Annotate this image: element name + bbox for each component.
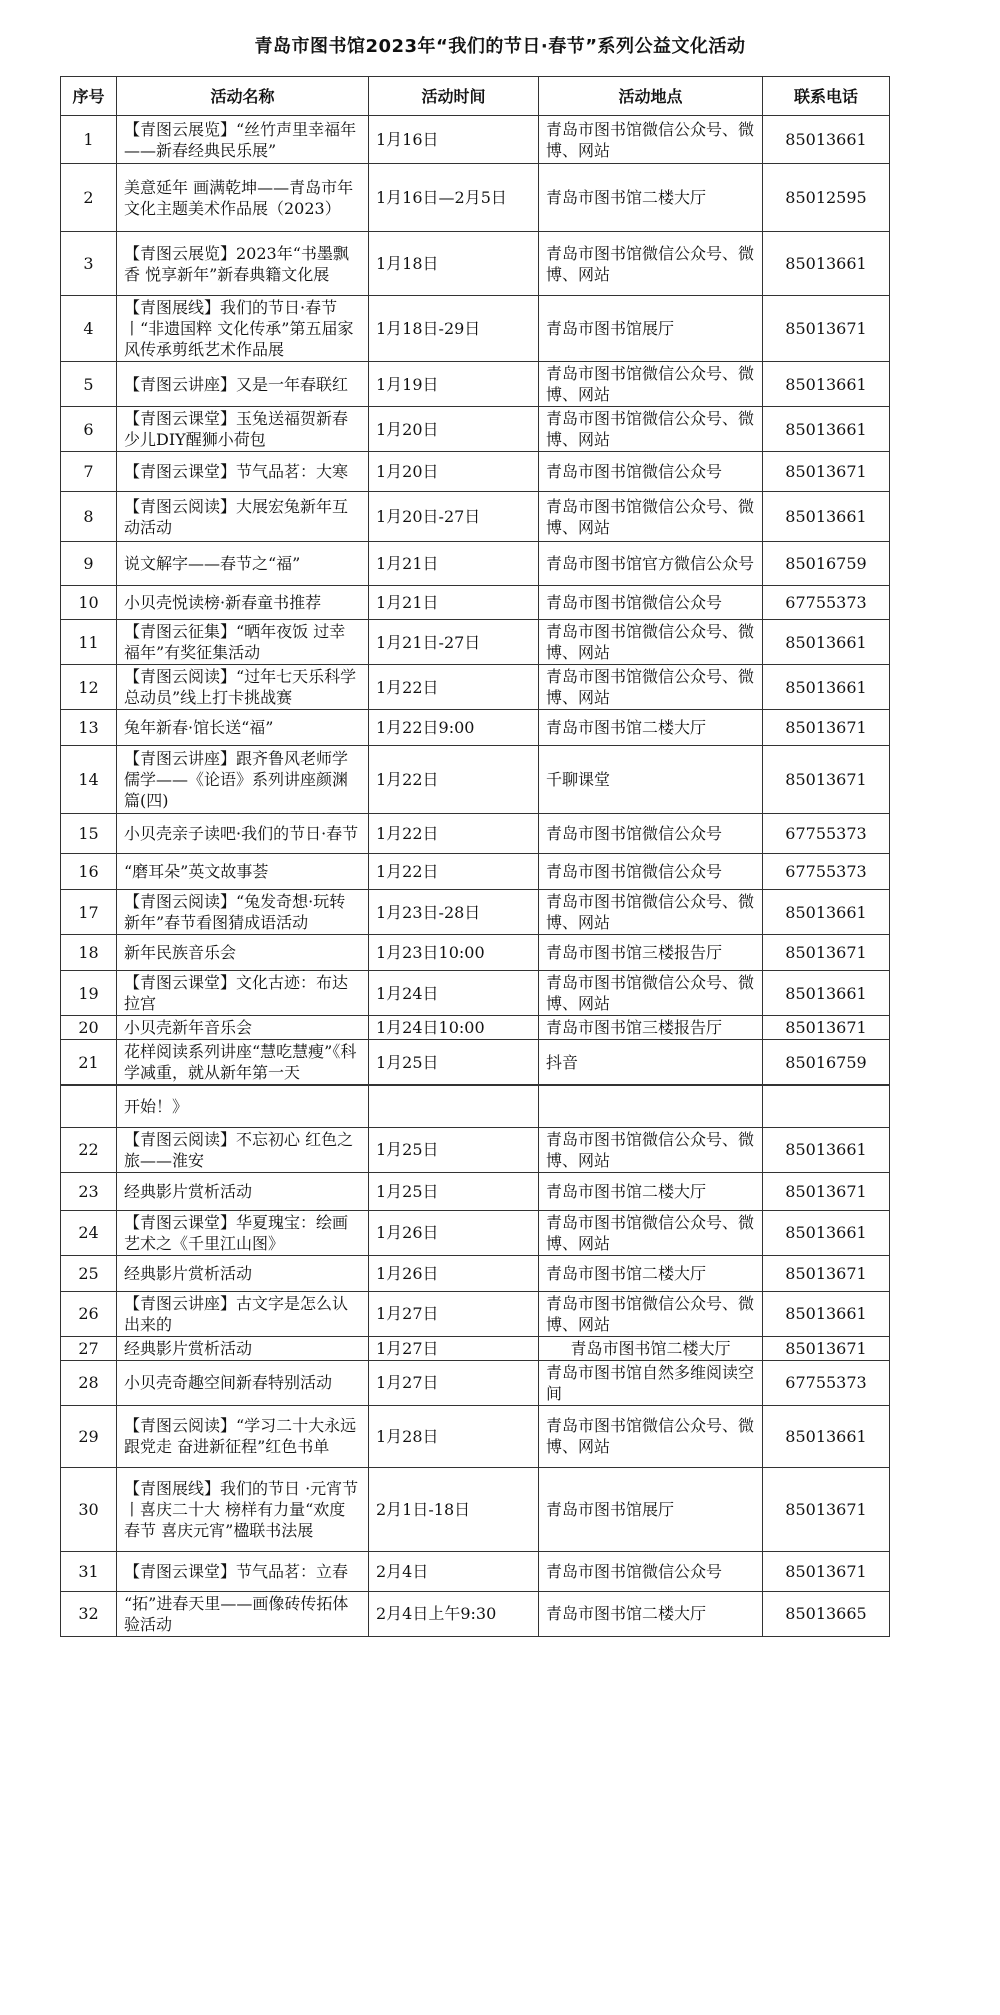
cell-phone: 85013661: [763, 407, 890, 452]
cell-time: 1月26日: [369, 1255, 539, 1291]
table-row: [61, 746, 890, 814]
cell-location: 青岛市图书馆微信公众号、微博、网站: [539, 1291, 763, 1336]
table-row: [61, 1040, 890, 1086]
cell-no: 18: [61, 935, 117, 971]
table-row: [61, 1405, 890, 1467]
cell-phone: 85013671: [763, 1551, 890, 1591]
cell-name: 经典影片赏析活动: [117, 1172, 369, 1210]
cell-no: 7: [61, 452, 117, 492]
cell-time: 1月18日-29日: [369, 296, 539, 362]
table-row: [61, 296, 890, 362]
cell-location: 抖音: [539, 1040, 763, 1086]
cell-no: 25: [61, 1255, 117, 1291]
cell-time: [369, 1085, 539, 1127]
cell-no: 17: [61, 890, 117, 935]
cell-phone: 85013661: [763, 1127, 890, 1172]
cell-name: 【青图云展览】“丝竹声里幸福年——新春经典民乐展”: [117, 116, 369, 164]
cell-time: 1月20日-27日: [369, 492, 539, 542]
cell-name: 小贝壳亲子读吧·我们的节日·春节: [117, 814, 369, 854]
cell-time: 1月21日-27日: [369, 620, 539, 665]
cell-name: 【青图云阅读】“学习二十大永远跟党走 奋进新征程”红色书单: [117, 1405, 369, 1467]
cell-phone: [763, 1085, 890, 1127]
cell-time: 1月27日: [369, 1291, 539, 1336]
cell-location: 青岛市图书馆微信公众号: [539, 814, 763, 854]
cell-phone: 85013671: [763, 746, 890, 814]
table-row: [61, 971, 890, 1016]
table-row: [61, 164, 890, 232]
cell-no: 4: [61, 296, 117, 362]
cell-time: 1月28日: [369, 1405, 539, 1467]
cell-name: 新年民族音乐会: [117, 935, 369, 971]
cell-time: 1月26日: [369, 1210, 539, 1255]
cell-no: 2: [61, 164, 117, 232]
cell-time: 1月23日-28日: [369, 890, 539, 935]
cell-name: 小贝壳奇趣空间新春特别活动: [117, 1360, 369, 1405]
cell-location: 青岛市图书馆微信公众号、微博、网站: [539, 620, 763, 665]
cell-phone: 85013671: [763, 710, 890, 746]
table-row: [61, 854, 890, 890]
table-row: [61, 1210, 890, 1255]
cell-phone: 85013661: [763, 971, 890, 1016]
cell-name: 【青图云讲座】又是一年春联红: [117, 362, 369, 407]
cell-phone: 85013661: [763, 116, 890, 164]
table-row: [61, 362, 890, 407]
cell-name: “拓”进春天里——画像砖传拓体验活动: [117, 1591, 369, 1636]
table-row: [61, 1336, 890, 1360]
cell-phone: 85013661: [763, 890, 890, 935]
cell-name: 【青图云课堂】华夏瑰宝：绘画艺术之《千里江山图》: [117, 1210, 369, 1255]
cell-time: 1月24日10:00: [369, 1016, 539, 1040]
cell-time: 2月4日: [369, 1551, 539, 1591]
cell-phone: 85013671: [763, 1336, 890, 1360]
cell-time: 1月22日9:00: [369, 710, 539, 746]
cell-no: 6: [61, 407, 117, 452]
table-row: [61, 407, 890, 452]
cell-location: 青岛市图书馆微信公众号、微博、网站: [539, 890, 763, 935]
cell-no: [61, 1085, 117, 1127]
table-row: [61, 935, 890, 971]
cell-name: 开始！》: [117, 1085, 369, 1127]
cell-location: 青岛市图书馆展厅: [539, 296, 763, 362]
cell-time: 1月21日: [369, 542, 539, 586]
header-no: 序号: [61, 77, 117, 116]
table-row: [61, 1360, 890, 1405]
header-phone: 联系电话: [763, 77, 890, 116]
cell-name: 【青图云阅读】不忘初心 红色之旅——淮安: [117, 1127, 369, 1172]
cell-phone: 85016759: [763, 1040, 890, 1086]
cell-phone: 67755373: [763, 586, 890, 620]
table-row: [61, 1467, 890, 1551]
header-name: 活动名称: [117, 77, 369, 116]
cell-location: 青岛市图书馆官方微信公众号: [539, 542, 763, 586]
cell-time: 1月25日: [369, 1127, 539, 1172]
cell-phone: 85013661: [763, 665, 890, 710]
cell-phone: 85013671: [763, 452, 890, 492]
cell-name: 【青图云课堂】玉兔送福贺新春少儿DIY醒狮小荷包: [117, 407, 369, 452]
cell-phone: 85013671: [763, 1255, 890, 1291]
cell-no: 16: [61, 854, 117, 890]
cell-location: 青岛市图书馆微信公众号: [539, 854, 763, 890]
table-row: [61, 1591, 890, 1636]
table-row: [61, 232, 890, 296]
cell-name: 【青图云阅读】“兔发奇想·玩转新年”春节看图猜成语活动: [117, 890, 369, 935]
cell-no: 27: [61, 1336, 117, 1360]
cell-name: 【青图云阅读】“过年七天乐科学总动员”线上打卡挑战赛: [117, 665, 369, 710]
cell-no: 21: [61, 1040, 117, 1086]
cell-phone: 67755373: [763, 854, 890, 890]
cell-phone: 85013671: [763, 935, 890, 971]
cell-phone: 85013661: [763, 362, 890, 407]
cell-time: 1月27日: [369, 1336, 539, 1360]
cell-name: 【青图云课堂】文化古迹：布达拉宫: [117, 971, 369, 1016]
cell-name: 【青图云课堂】节气品茗：立春: [117, 1551, 369, 1591]
cell-phone: 85013671: [763, 1467, 890, 1551]
cell-time: 1月16日—2月5日: [369, 164, 539, 232]
cell-location: 青岛市图书馆二楼大厅: [539, 1591, 763, 1636]
cell-no: 28: [61, 1360, 117, 1405]
cell-phone: 85013661: [763, 492, 890, 542]
cell-location: 青岛市图书馆微信公众号: [539, 452, 763, 492]
cell-phone: 67755373: [763, 1360, 890, 1405]
cell-no: 15: [61, 814, 117, 854]
cell-no: 22: [61, 1127, 117, 1172]
cell-location: 青岛市图书馆二楼大厅: [539, 1255, 763, 1291]
cell-name: 经典影片赏析活动: [117, 1255, 369, 1291]
table-row: [61, 1551, 890, 1591]
cell-phone: 85013661: [763, 232, 890, 296]
cell-location: 青岛市图书馆三楼报告厅: [539, 935, 763, 971]
cell-name: 花样阅读系列讲座“慧吃慧瘦”《科学减重，就从新年第一天: [117, 1040, 369, 1086]
table-row: [61, 890, 890, 935]
cell-time: 1月22日: [369, 814, 539, 854]
cell-phone: 85016759: [763, 542, 890, 586]
cell-no: 5: [61, 362, 117, 407]
cell-name: 【青图云讲座】跟齐鲁风老师学儒学——《论语》系列讲座颜渊篇(四): [117, 746, 369, 814]
cell-phone: 85013661: [763, 1210, 890, 1255]
cell-no: 12: [61, 665, 117, 710]
cell-name: 兔年新春·馆长送“福”: [117, 710, 369, 746]
header-time: 活动时间: [369, 77, 539, 116]
cell-phone: 85013671: [763, 296, 890, 362]
cell-name: 【青图展线】我们的节日 ·元宵节丨喜庆二十大 榜样有力量“欢度春节 喜庆元宵”楹联书法展: [117, 1467, 369, 1551]
cell-no: 31: [61, 1551, 117, 1591]
cell-location: 青岛市图书馆微信公众号、微博、网站: [539, 407, 763, 452]
cell-location: 千聊课堂: [539, 746, 763, 814]
cell-no: 20: [61, 1016, 117, 1040]
cell-no: 26: [61, 1291, 117, 1336]
cell-time: 1月23日10:00: [369, 935, 539, 971]
cell-name: 【青图云阅读】大展宏兔新年互动活动: [117, 492, 369, 542]
table-row: [61, 1085, 890, 1127]
cell-name: 小贝壳悦读榜·新春童书推荐: [117, 586, 369, 620]
cell-no: 9: [61, 542, 117, 586]
cell-phone: 85013661: [763, 620, 890, 665]
cell-time: 1月22日: [369, 746, 539, 814]
cell-name: 【青图云展览】2023年“书墨飘香 悦享新年”新春典籍文化展: [117, 232, 369, 296]
cell-no: 32: [61, 1591, 117, 1636]
cell-time: 1月22日: [369, 665, 539, 710]
cell-name: 【青图云讲座】古文字是怎么认出来的: [117, 1291, 369, 1336]
cell-location: 青岛市图书馆微信公众号、微博、网站: [539, 116, 763, 164]
cell-time: 2月4日上午9:30: [369, 1591, 539, 1636]
cell-no: 1: [61, 116, 117, 164]
cell-phone: 85013671: [763, 1016, 890, 1040]
cell-name: 【青图云征集】“晒年夜饭 过幸福年”有奖征集活动: [117, 620, 369, 665]
cell-location: 青岛市图书馆二楼大厅: [539, 164, 763, 232]
cell-location: 青岛市图书馆微信公众号、微博、网站: [539, 1405, 763, 1467]
table-row: [61, 452, 890, 492]
cell-phone: 85013661: [763, 1291, 890, 1336]
cell-name: 【青图云课堂】节气品茗：大寒: [117, 452, 369, 492]
cell-location: 青岛市图书馆微信公众号: [539, 586, 763, 620]
cell-time: 1月18日: [369, 232, 539, 296]
table-row: [61, 620, 890, 665]
cell-time: 1月19日: [369, 362, 539, 407]
cell-no: 8: [61, 492, 117, 542]
cell-phone: 85012595: [763, 164, 890, 232]
cell-time: 1月24日: [369, 971, 539, 1016]
cell-time: 1月25日: [369, 1172, 539, 1210]
cell-location: 青岛市图书馆展厅: [539, 1467, 763, 1551]
cell-no: 24: [61, 1210, 117, 1255]
cell-location: 青岛市图书馆微信公众号、微博、网站: [539, 492, 763, 542]
cell-name: 说文解字——春节之“福”: [117, 542, 369, 586]
cell-location: 青岛市图书馆微信公众号、微博、网站: [539, 1210, 763, 1255]
cell-time: 2月1日-18日: [369, 1467, 539, 1551]
cell-phone: 85013671: [763, 1172, 890, 1210]
cell-phone: 85013661: [763, 1405, 890, 1467]
table-row: [61, 1127, 890, 1172]
cell-no: 29: [61, 1405, 117, 1467]
cell-location: 青岛市图书馆微信公众号、微博、网站: [539, 232, 763, 296]
cell-location: 青岛市图书馆自然多维阅读空间: [539, 1360, 763, 1405]
table-header-row: [61, 77, 890, 116]
cell-time: 1月21日: [369, 586, 539, 620]
cell-phone: 67755373: [763, 814, 890, 854]
table-row: [61, 1016, 890, 1040]
activity-table: [60, 76, 890, 1637]
table-row: [61, 586, 890, 620]
cell-no: 10: [61, 586, 117, 620]
table-row: [61, 814, 890, 854]
cell-name: “磨耳朵”英文故事荟: [117, 854, 369, 890]
cell-time: 1月25日: [369, 1040, 539, 1086]
cell-time: 1月27日: [369, 1360, 539, 1405]
cell-name: 美意延年 画满乾坤——青岛市年文化主题美术作品展（2023）: [117, 164, 369, 232]
table-row: [61, 1255, 890, 1291]
cell-location: 青岛市图书馆二楼大厅: [539, 1336, 763, 1360]
cell-location: 青岛市图书馆微信公众号: [539, 1551, 763, 1591]
cell-time: 1月22日: [369, 854, 539, 890]
table-row: [61, 492, 890, 542]
page-title: 青岛市图书馆2023年“我们的节日·春节”系列公益文化活动: [254, 36, 746, 57]
cell-no: 11: [61, 620, 117, 665]
cell-location: 青岛市图书馆微信公众号、微博、网站: [539, 362, 763, 407]
cell-location: 青岛市图书馆三楼报告厅: [539, 1016, 763, 1040]
cell-name: 【青图展线】我们的节日·春节丨“非遗国粹 文化传承”第五届家风传承剪纸艺术作品展: [117, 296, 369, 362]
cell-location: 青岛市图书馆微信公众号、微博、网站: [539, 665, 763, 710]
cell-no: 3: [61, 232, 117, 296]
cell-name: 经典影片赏析活动: [117, 1336, 369, 1360]
cell-location: 青岛市图书馆二楼大厅: [539, 1172, 763, 1210]
table-row: [61, 665, 890, 710]
cell-location: 青岛市图书馆微信公众号、微博、网站: [539, 1127, 763, 1172]
cell-time: 1月16日: [369, 116, 539, 164]
cell-location: 青岛市图书馆二楼大厅: [539, 710, 763, 746]
table-row: [61, 542, 890, 586]
table-row: [61, 1291, 890, 1336]
header-location: 活动地点: [539, 77, 763, 116]
table-row: [61, 1172, 890, 1210]
cell-no: 30: [61, 1467, 117, 1551]
cell-name: 小贝壳新年音乐会: [117, 1016, 369, 1040]
table-row: [61, 116, 890, 164]
cell-location: [539, 1085, 763, 1127]
table-body: [61, 116, 890, 1637]
table-row: [61, 710, 890, 746]
cell-no: 14: [61, 746, 117, 814]
cell-no: 19: [61, 971, 117, 1016]
cell-time: 1月20日: [369, 407, 539, 452]
cell-time: 1月20日: [369, 452, 539, 492]
cell-no: 23: [61, 1172, 117, 1210]
cell-location: 青岛市图书馆微信公众号、微博、网站: [539, 971, 763, 1016]
cell-phone: 85013665: [763, 1591, 890, 1636]
cell-no: 13: [61, 710, 117, 746]
